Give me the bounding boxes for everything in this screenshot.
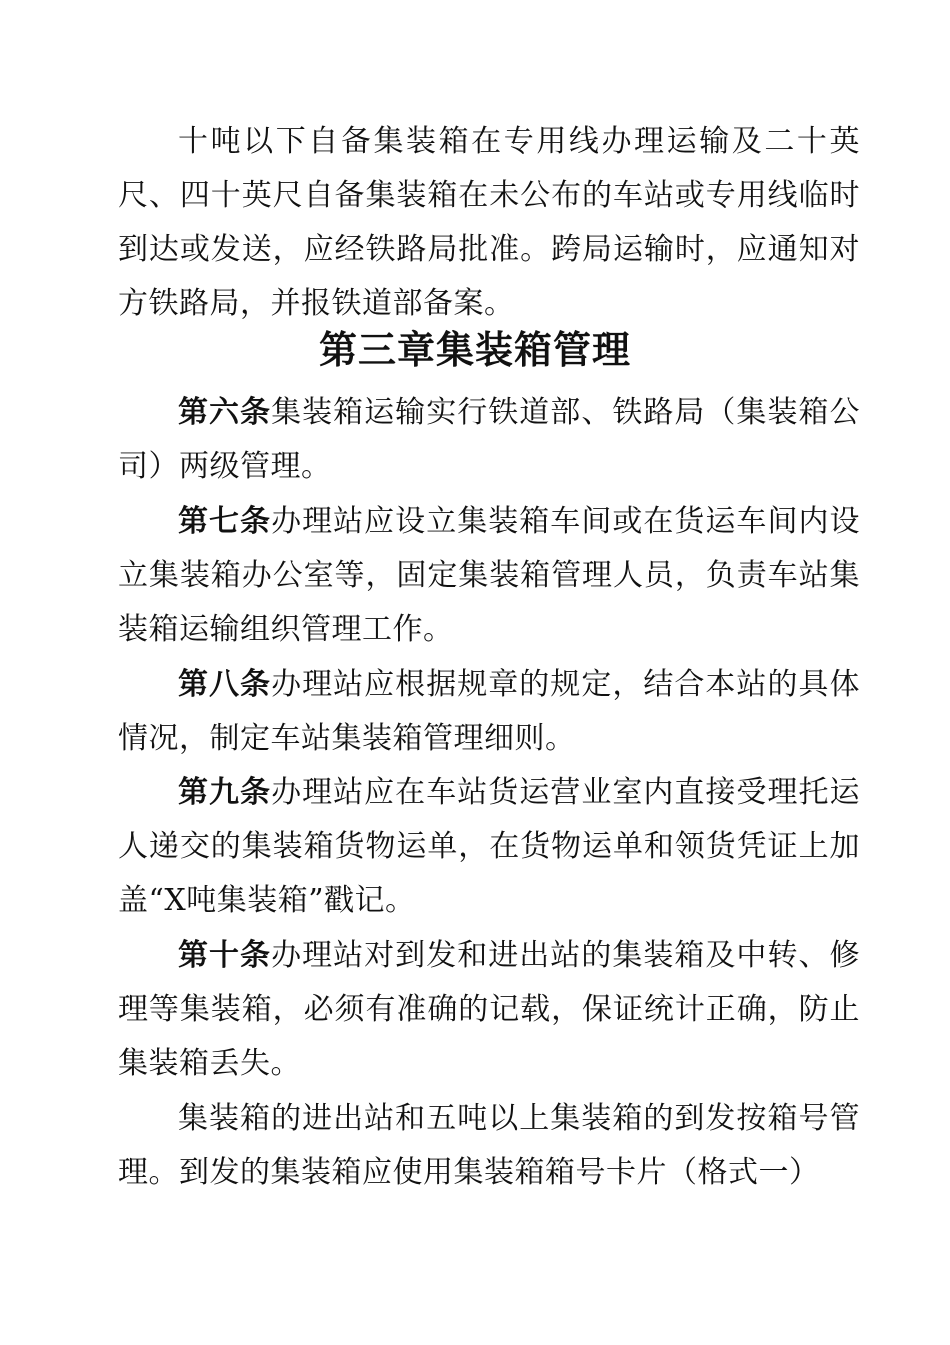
article-6-number: 第六条 xyxy=(178,395,272,430)
article-6 xyxy=(118,386,860,494)
article-7-text: 办理站应设立集装箱车间或在货运车间内设立集装箱办公室等，固定集装箱管理人员，负责车站集装箱运输组织管理工作。 xyxy=(118,504,861,647)
article-8-number: 第八条 xyxy=(178,667,272,702)
article-6-text: 集装箱运输实行铁道部、铁路局（集装箱公司）两级管理。 xyxy=(118,395,861,484)
chapter-title: 第三章集装箱管理 xyxy=(318,328,631,372)
article-8-text: 办理站应根据规章的规定，结合本站的具体情况，制定车站集装箱管理细则。 xyxy=(118,667,861,756)
article-9 xyxy=(118,766,860,928)
article-7-number: 第七条 xyxy=(178,504,272,539)
article-9-number: 第九条 xyxy=(178,775,272,810)
article-10 xyxy=(118,929,860,1091)
article-10-text: 办理站对到发和进出站的集装箱及中转、修理等集装箱，必须有准确的记载，保证统计正确，防止集装箱丢失。 xyxy=(118,938,861,1081)
closing-paragraph: 集装箱的进出站和五吨以上集装箱的到发按箱号管理。到发的集装箱应使用集装箱箱号卡片（格式一） xyxy=(118,1101,860,1190)
article-8 xyxy=(118,658,860,766)
article-7 xyxy=(118,495,860,657)
article-10-number: 第十条 xyxy=(178,938,272,973)
intro-paragraph: 十吨以下自备集装箱在专用线办理运输及二十英尺、四十英尺自备集装箱在未公布的车站或专用线临时到达或发送，应经铁路局批准。跨局运输时，应通知对方铁路局，并报铁道部备案。 xyxy=(118,124,860,321)
article-9-text: 办理站应在车站货运营业室内直接受理托运人递交的集装箱货物运单，在货物运单和领货凭证上加盖“X吨集装箱”戳记。 xyxy=(118,775,861,918)
